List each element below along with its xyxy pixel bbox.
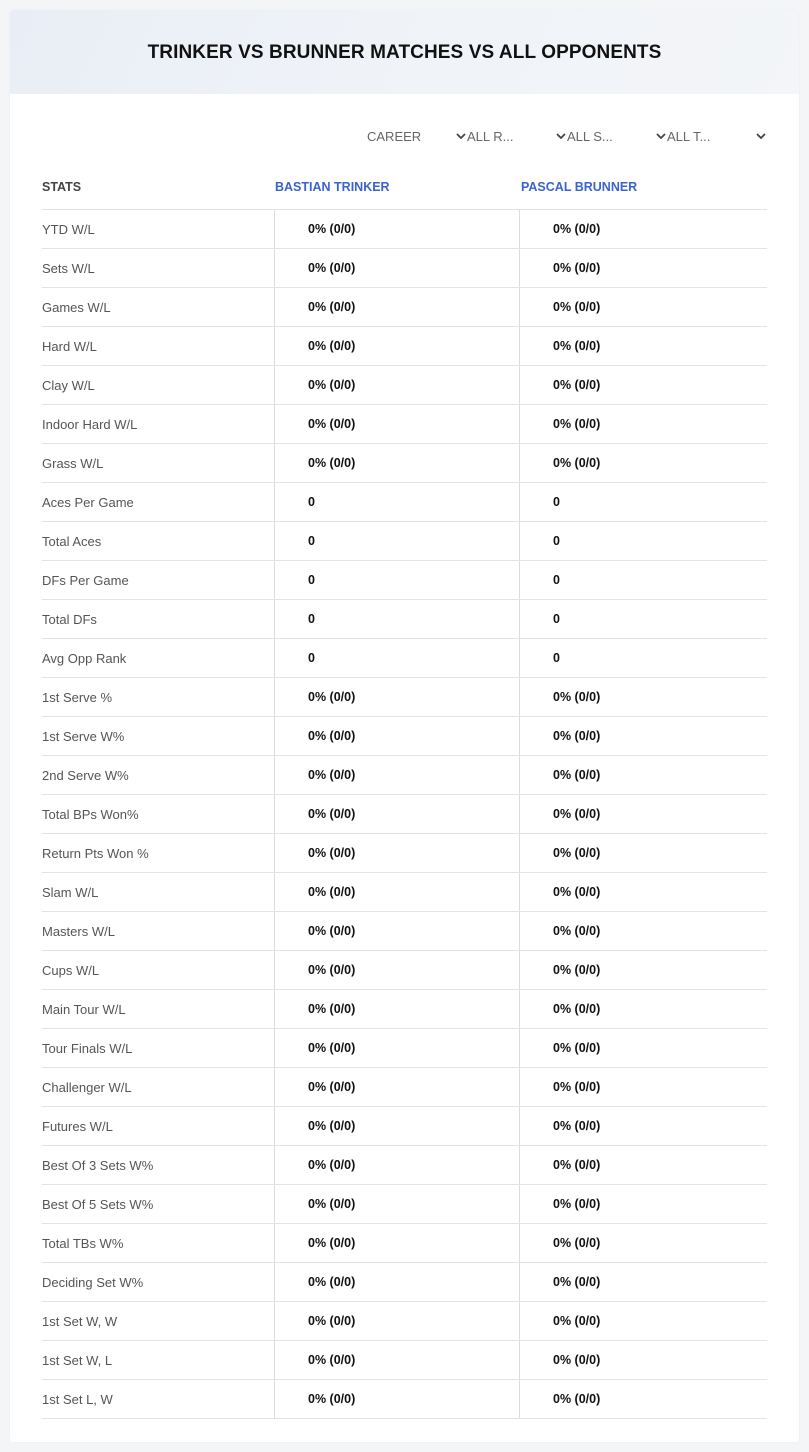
- player2-stat-value: 0% (0/0): [553, 1275, 601, 1289]
- table-row: [42, 717, 767, 756]
- player2-stat-value: 0% (0/0): [553, 1158, 601, 1172]
- table-row: [42, 405, 767, 444]
- player1-stat-value: 0% (0/0): [275, 1380, 520, 1418]
- player1-stat-value: 0% (0/0): [275, 990, 520, 1028]
- chevron-down-icon: [455, 130, 467, 142]
- player1-stat-value: 0% (0/0): [275, 249, 520, 287]
- player1-stat-value: 0% (0/0): [275, 405, 520, 443]
- stat-label: Main Tour W/L: [42, 990, 275, 1028]
- card-header: [10, 10, 799, 94]
- stat-label: 1st Serve %: [42, 678, 275, 716]
- table-row: [42, 1146, 767, 1185]
- player1-stat-value: 0% (0/0): [275, 756, 520, 794]
- player2-stat-value: 0% (0/0): [553, 1353, 601, 1367]
- player2-stat-value: 0% (0/0): [553, 222, 601, 236]
- player1-stat-value: 0: [275, 600, 520, 638]
- stats-column-header: STATS: [42, 180, 82, 194]
- tournament-filter-label: ALL T...: [667, 128, 711, 144]
- chevron-down-icon: [555, 130, 567, 142]
- stat-label: 1st Set L, W: [42, 1380, 275, 1418]
- table-row: [42, 678, 767, 717]
- player2-stat-value: 0% (0/0): [553, 1197, 601, 1211]
- table-row: [42, 834, 767, 873]
- player2-stat-value: 0% (0/0): [553, 1392, 601, 1406]
- table-row: [42, 951, 767, 990]
- stat-label: Sets W/L: [42, 249, 275, 287]
- table-row: [42, 912, 767, 951]
- table-row: [42, 1029, 767, 1068]
- player1-stat-value: 0% (0/0): [275, 1029, 520, 1067]
- table-row: [42, 1380, 767, 1419]
- stat-label: Challenger W/L: [42, 1068, 275, 1106]
- table-row: [42, 561, 767, 600]
- stat-label: Grass W/L: [42, 444, 275, 482]
- table-row: [42, 756, 767, 795]
- table-row: [42, 1068, 767, 1107]
- player1-stat-value: 0% (0/0): [275, 678, 520, 716]
- table-row: [42, 522, 767, 561]
- stat-label: Total Aces: [42, 522, 275, 560]
- tournament-filter-select[interactable]: [667, 126, 767, 146]
- player1-stat-value: 0% (0/0): [275, 210, 520, 248]
- player2-stat-value: 0% (0/0): [553, 1119, 601, 1133]
- table-row: [42, 483, 767, 522]
- player2-stat-value: 0% (0/0): [553, 846, 601, 860]
- stat-label: Avg Opp Rank: [42, 639, 275, 677]
- player2-stat-value: 0: [553, 534, 560, 548]
- player2-stat-value: 0% (0/0): [553, 1080, 601, 1094]
- table-row: [42, 1185, 767, 1224]
- stat-label: Aces Per Game: [42, 483, 275, 521]
- player1-stat-value: 0% (0/0): [275, 366, 520, 404]
- table-row: [42, 1224, 767, 1263]
- player1-stat-value: 0% (0/0): [275, 444, 520, 482]
- player1-stat-value: 0% (0/0): [275, 1068, 520, 1106]
- table-header: [42, 165, 767, 210]
- table-row: [42, 795, 767, 834]
- player2-stat-value: 0% (0/0): [553, 924, 601, 938]
- stats-table: [42, 165, 767, 1419]
- player2-stat-value: 0: [553, 651, 560, 665]
- table-row: [42, 639, 767, 678]
- player1-stat-value: 0: [275, 522, 520, 560]
- stat-label: Return Pts Won %: [42, 834, 275, 872]
- table-row: [42, 1302, 767, 1341]
- comparison-card: [10, 10, 799, 1442]
- player1-stat-value: 0% (0/0): [275, 1341, 520, 1379]
- round-filter-label: ALL R...: [467, 128, 514, 144]
- player1-stat-value: 0% (0/0): [275, 1302, 520, 1340]
- table-row: [42, 990, 767, 1029]
- stat-label: Hard W/L: [42, 327, 275, 365]
- player2-stat-value: 0% (0/0): [553, 885, 601, 899]
- period-filter-select[interactable]: [367, 126, 467, 146]
- player2-stat-value: 0% (0/0): [553, 1002, 601, 1016]
- player2-column-header[interactable]: PASCAL BRUNNER: [521, 180, 638, 194]
- stat-label: Masters W/L: [42, 912, 275, 950]
- player2-stat-value: 0% (0/0): [553, 807, 601, 821]
- table-row: [42, 1107, 767, 1146]
- stat-label: Games W/L: [42, 288, 275, 326]
- player2-stat-value: 0: [553, 573, 560, 587]
- stat-label: Total BPs Won%: [42, 795, 275, 833]
- stat-label: Slam W/L: [42, 873, 275, 911]
- table-row: [42, 288, 767, 327]
- stat-label: Tour Finals W/L: [42, 1029, 275, 1067]
- stat-label: Best Of 3 Sets W%: [42, 1146, 275, 1184]
- player2-stat-value: 0% (0/0): [553, 1236, 601, 1250]
- stat-label: 1st Set W, L: [42, 1341, 275, 1379]
- player2-stat-value: 0% (0/0): [553, 339, 601, 353]
- player1-stat-value: 0% (0/0): [275, 873, 520, 911]
- player2-stat-value: 0% (0/0): [553, 1041, 601, 1055]
- player1-stat-value: 0: [275, 561, 520, 599]
- stat-label: Clay W/L: [42, 366, 275, 404]
- player1-stat-value: 0% (0/0): [275, 912, 520, 950]
- table-body: [42, 210, 767, 1419]
- surface-filter-select[interactable]: [567, 126, 667, 146]
- table-row: [42, 600, 767, 639]
- chevron-down-icon: [655, 130, 667, 142]
- stat-label: Indoor Hard W/L: [42, 405, 275, 443]
- player1-stat-value: 0: [275, 639, 520, 677]
- player1-stat-value: 0: [275, 483, 520, 521]
- stat-label: Best Of 5 Sets W%: [42, 1185, 275, 1223]
- player1-column-header[interactable]: BASTIAN TRINKER: [275, 180, 390, 194]
- stat-label: 1st Set W, W: [42, 1302, 275, 1340]
- page-title: TRINKER VS BRUNNER MATCHES VS ALL OPPONENTS: [147, 42, 662, 63]
- stat-label: Deciding Set W%: [42, 1263, 275, 1301]
- player1-stat-value: 0% (0/0): [275, 1263, 520, 1301]
- player2-stat-value: 0% (0/0): [553, 417, 601, 431]
- player1-stat-value: 0% (0/0): [275, 951, 520, 989]
- table-row: [42, 1341, 767, 1380]
- player1-stat-value: 0% (0/0): [275, 1185, 520, 1223]
- stat-label: YTD W/L: [42, 210, 275, 248]
- player2-stat-value: 0% (0/0): [553, 378, 601, 392]
- stat-label: Cups W/L: [42, 951, 275, 989]
- stat-label: 1st Serve W%: [42, 717, 275, 755]
- stat-label: DFs Per Game: [42, 561, 275, 599]
- player2-stat-value: 0% (0/0): [553, 690, 601, 704]
- stat-label: Total DFs: [42, 600, 275, 638]
- player2-stat-value: 0% (0/0): [553, 729, 601, 743]
- player2-stat-value: 0% (0/0): [553, 1314, 601, 1328]
- table-row: [42, 873, 767, 912]
- player2-stat-value: 0% (0/0): [553, 963, 601, 977]
- player1-stat-value: 0% (0/0): [275, 1224, 520, 1262]
- round-filter-select[interactable]: [467, 126, 567, 146]
- table-row: [42, 1263, 767, 1302]
- table-row: [42, 210, 767, 249]
- stat-label: Total TBs W%: [42, 1224, 275, 1262]
- player2-stat-value: 0: [553, 495, 560, 509]
- player2-stat-value: 0% (0/0): [553, 261, 601, 275]
- stat-label: 2nd Serve W%: [42, 756, 275, 794]
- player2-stat-value: 0% (0/0): [553, 300, 601, 314]
- player2-stat-value: 0% (0/0): [553, 456, 601, 470]
- table-row: [42, 249, 767, 288]
- player1-stat-value: 0% (0/0): [275, 288, 520, 326]
- surface-filter-label: ALL S...: [567, 128, 613, 144]
- player2-stat-value: 0% (0/0): [553, 768, 601, 782]
- table-row: [42, 327, 767, 366]
- player1-stat-value: 0% (0/0): [275, 717, 520, 755]
- player1-stat-value: 0% (0/0): [275, 1107, 520, 1145]
- player2-stat-value: 0: [553, 612, 560, 626]
- table-row: [42, 444, 767, 483]
- stat-label: Futures W/L: [42, 1107, 275, 1145]
- player1-stat-value: 0% (0/0): [275, 834, 520, 872]
- player1-stat-value: 0% (0/0): [275, 795, 520, 833]
- player1-stat-value: 0% (0/0): [275, 1146, 520, 1184]
- period-filter-label: CAREER: [367, 128, 422, 144]
- player1-stat-value: 0% (0/0): [275, 327, 520, 365]
- chevron-down-icon: [755, 130, 767, 142]
- filter-bar: [367, 126, 767, 146]
- table-row: [42, 366, 767, 405]
